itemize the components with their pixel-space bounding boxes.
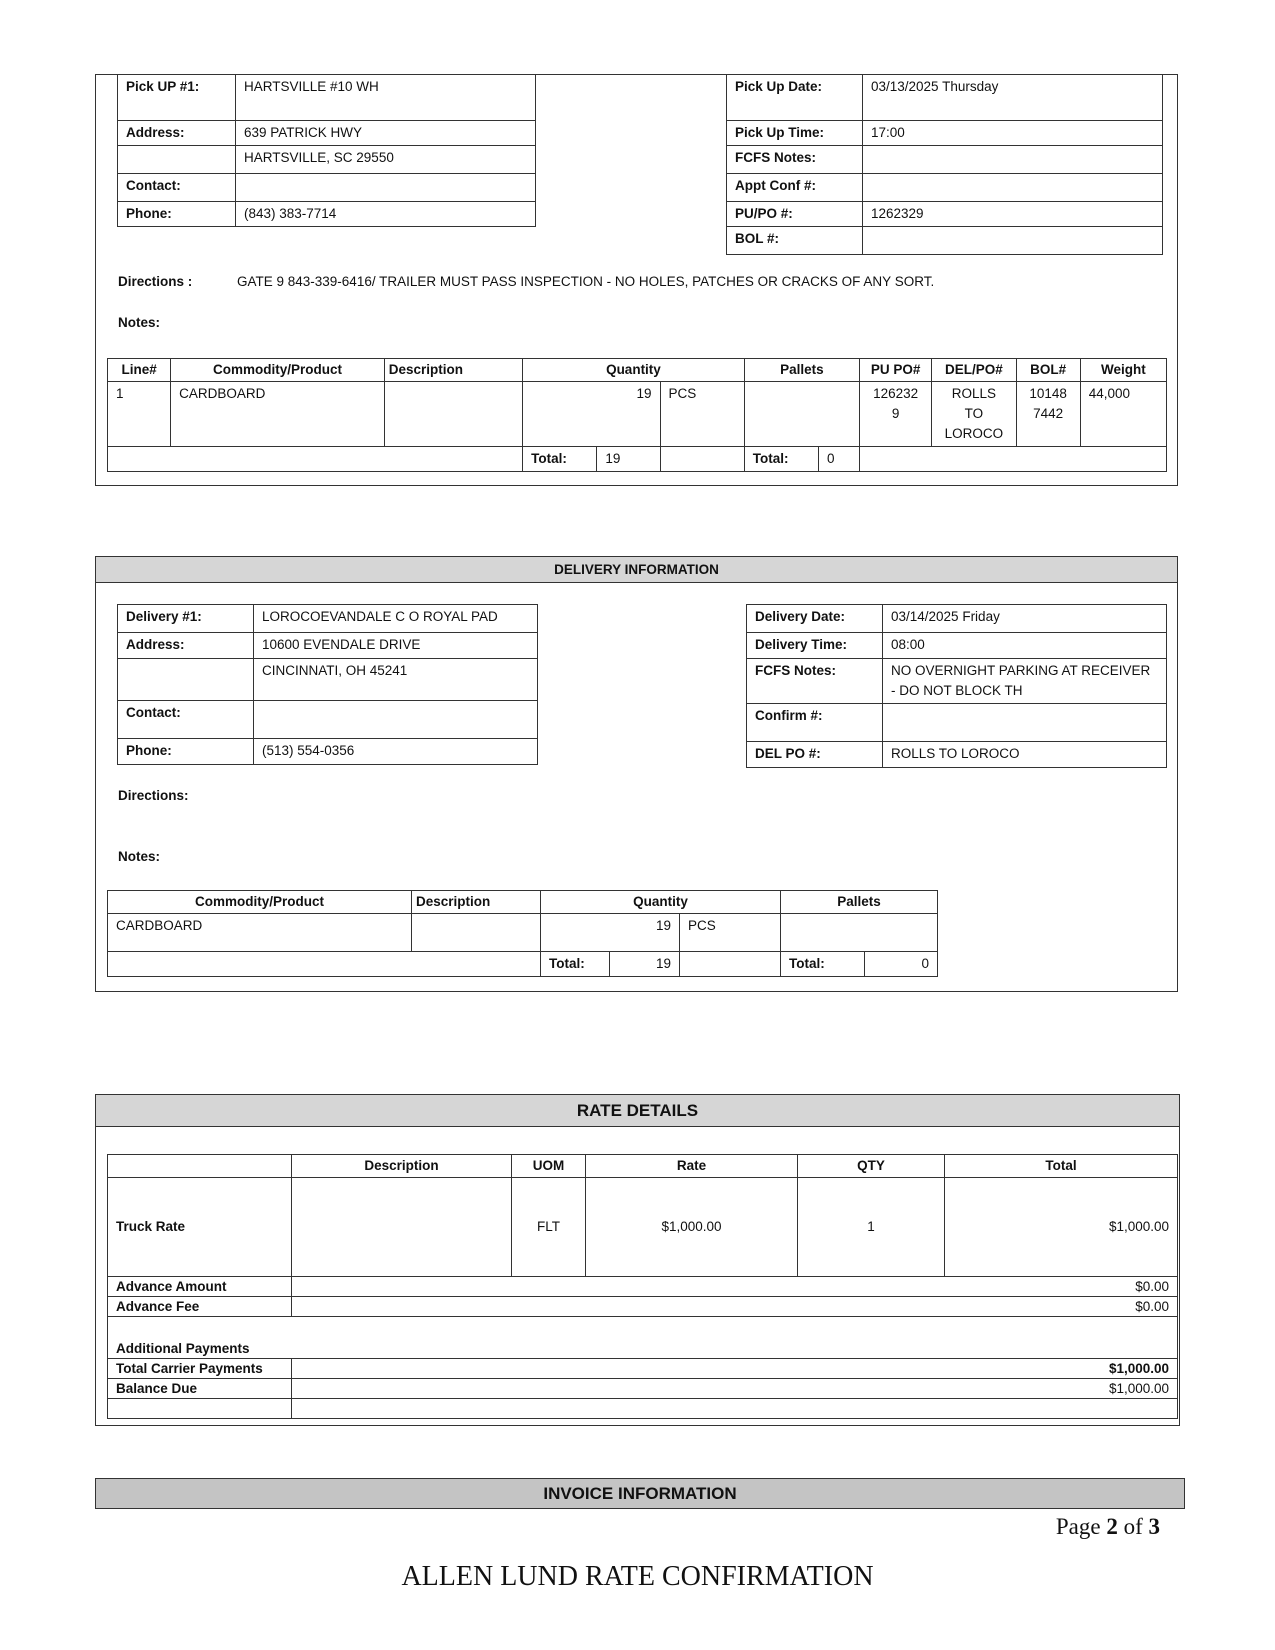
truck-rate-rate: $1,000.00	[586, 1178, 798, 1277]
delivery-fcfs-value: NO OVERNIGHT PARKING AT RECEIVER - DO NOT BLOCK TH	[883, 659, 1167, 704]
contact-value	[236, 174, 536, 202]
delivery-time-label: Delivery Time:	[747, 633, 883, 659]
rate-col-total: Total	[945, 1155, 1178, 1178]
delivery-notes-label: Notes:	[118, 849, 161, 864]
page-current: 2	[1106, 1514, 1118, 1539]
truck-rate-uom: FLT	[512, 1178, 586, 1277]
del-quantity: 19	[541, 914, 680, 952]
del-quantity-unit: PCS	[680, 914, 781, 952]
delivery-directions-label: Directions:	[118, 788, 189, 803]
table-row	[108, 382, 1167, 447]
additional-payments-label: Additional Payments	[108, 1317, 1178, 1359]
phone-value: (843) 383-7714	[236, 202, 536, 227]
del-commodity: CARDBOARD	[108, 914, 412, 952]
delivery-date-value: 03/14/2025 Friday	[883, 605, 1167, 633]
rate-col-description: Description	[292, 1155, 512, 1178]
confirm-value	[883, 704, 1167, 742]
delivery-label: Delivery #1:	[118, 605, 254, 633]
col-description: Description	[384, 359, 522, 382]
rate-table	[107, 1154, 1178, 1419]
pallets-total-label: Total:	[744, 447, 818, 472]
del-po-value: ROLLS TO LOROCO	[883, 742, 1167, 768]
rate-col-blank	[108, 1155, 292, 1178]
pickup-date-label: Pick Up Date:	[727, 75, 863, 121]
rate-col-rate: Rate	[586, 1155, 798, 1178]
pickup-commodity-table	[107, 358, 1167, 472]
delivery-phone-label: Phone:	[118, 739, 254, 765]
delivery-location: LOROCOEVANDALE C O ROYAL PAD	[254, 605, 538, 633]
document-title: ALLEN LUND RATE CONFIRMATION	[401, 1561, 874, 1592]
pickup-notes-label: Notes:	[118, 315, 161, 330]
col-line: Line#	[108, 359, 171, 382]
advance-fee-label: Advance Fee	[108, 1297, 292, 1317]
delivery-info-table	[117, 604, 538, 765]
delivery-fcfs-label: FCFS Notes:	[747, 659, 883, 704]
bol-label: BOL #:	[727, 227, 863, 255]
del-po-label: DEL PO #:	[747, 742, 883, 768]
rate-header: RATE DETAILS	[95, 1094, 1180, 1127]
col-pallets: Pallets	[744, 359, 859, 382]
truck-rate-qty: 1	[798, 1178, 945, 1277]
delivery-schedule-table	[746, 604, 1167, 768]
del-pallets	[781, 914, 938, 952]
pickup-info-table	[117, 74, 536, 227]
pickup-location: HARTSVILLE #10 WH	[236, 75, 536, 121]
description	[384, 382, 522, 447]
fcfs-value	[863, 146, 1163, 174]
qty-total: 19	[597, 447, 660, 472]
truck-rate-description	[292, 1178, 512, 1277]
del-qty-total-label: Total:	[541, 952, 610, 977]
col-commodity: Commodity/Product	[171, 359, 385, 382]
address-label: Address:	[118, 121, 236, 146]
del-po: ROLLS TO LOROCO	[932, 382, 1016, 447]
total-carrier-value: $1,000.00	[292, 1359, 1178, 1379]
pickup-label: Pick UP #1:	[118, 75, 236, 121]
invoice-header: INVOICE INFORMATION	[95, 1478, 1185, 1509]
delivery-date-label: Delivery Date:	[747, 605, 883, 633]
balance-due-value: $1,000.00	[292, 1379, 1178, 1399]
del-qty-total: 19	[610, 952, 680, 977]
delivery-address-label: Address:	[118, 633, 254, 659]
balance-due-label: Balance Due	[108, 1379, 292, 1399]
pu-po: 1262329	[860, 382, 932, 447]
of-word: of	[1117, 1514, 1149, 1539]
del-col-commodity: Commodity/Product	[108, 891, 412, 914]
pallets-total: 0	[818, 447, 859, 472]
address-line1: 639 PATRICK HWY	[236, 121, 536, 146]
bol-value	[863, 227, 1163, 255]
contact-label: Contact:	[118, 174, 236, 202]
qty-total-label: Total:	[523, 447, 597, 472]
del-col-pallets: Pallets	[781, 891, 938, 914]
delivery-header: DELIVERY INFORMATION	[95, 556, 1178, 583]
rate-col-uom: UOM	[512, 1155, 586, 1178]
phone-label: Phone:	[118, 202, 236, 227]
truck-rate-total: $1,000.00	[945, 1178, 1178, 1277]
table-row	[108, 1178, 1178, 1277]
pickup-schedule-table	[726, 74, 1163, 255]
confirm-label: Confirm #:	[747, 704, 883, 742]
pickup-time-value: 17:00	[863, 121, 1163, 146]
advance-fee-value: $0.00	[292, 1297, 1178, 1317]
table-row	[108, 914, 938, 952]
truck-rate-label: Truck Rate	[108, 1178, 292, 1277]
bol-number: 101487442	[1016, 382, 1080, 447]
commodity: CARDBOARD	[171, 382, 385, 447]
pallets	[744, 382, 859, 447]
pickup-time-label: Pick Up Time:	[727, 121, 863, 146]
delivery-address-line2: CINCINNATI, OH 45241	[254, 659, 538, 701]
fcfs-label: FCFS Notes:	[727, 146, 863, 174]
pickup-directions-label: Directions :	[118, 274, 193, 289]
delivery-phone-value: (513) 554-0356	[254, 739, 538, 765]
delivery-address-line1: 10600 EVENDALE DRIVE	[254, 633, 538, 659]
appt-value	[863, 174, 1163, 202]
quantity: 19	[523, 382, 660, 447]
weight: 44,000	[1080, 382, 1166, 447]
pickup-date-value: 03/13/2025 Thursday	[863, 75, 1163, 121]
pickup-directions-value: GATE 9 843-339-6416/ TRAILER MUST PASS INSPECTION - NO HOLES, PATCHES OR CRACKS OF ANY SORT.	[237, 274, 935, 289]
del-pallets-total: 0	[865, 952, 938, 977]
delivery-contact-label: Contact:	[118, 701, 254, 739]
page-total: 3	[1148, 1514, 1160, 1539]
advance-amount-label: Advance Amount	[108, 1277, 292, 1297]
col-weight: Weight	[1080, 359, 1166, 382]
del-col-quantity: Quantity	[541, 891, 781, 914]
delivery-contact-value	[254, 701, 538, 739]
delivery-time-value: 08:00	[883, 633, 1167, 659]
col-quantity: Quantity	[523, 359, 745, 382]
rate-col-qty: QTY	[798, 1155, 945, 1178]
pupo-label: PU/PO #:	[727, 202, 863, 227]
del-col-description: Description	[412, 891, 541, 914]
appt-label: Appt Conf #:	[727, 174, 863, 202]
col-bol: BOL#	[1016, 359, 1080, 382]
del-pallets-total-label: Total:	[781, 952, 865, 977]
quantity-unit: PCS	[660, 382, 744, 447]
page-number	[1000, 1512, 1160, 1542]
total-carrier-label: Total Carrier Payments	[108, 1359, 292, 1379]
line-number: 1	[108, 382, 171, 447]
col-pupo: PU PO#	[860, 359, 932, 382]
col-delpo: DEL/PO#	[932, 359, 1016, 382]
del-description	[412, 914, 541, 952]
pupo-value: 1262329	[863, 202, 1163, 227]
delivery-commodity-table	[107, 890, 938, 977]
page-word: Page	[1055, 1514, 1107, 1539]
address-line2: HARTSVILLE, SC 29550	[236, 146, 536, 174]
advance-amount-value: $0.00	[292, 1277, 1178, 1297]
